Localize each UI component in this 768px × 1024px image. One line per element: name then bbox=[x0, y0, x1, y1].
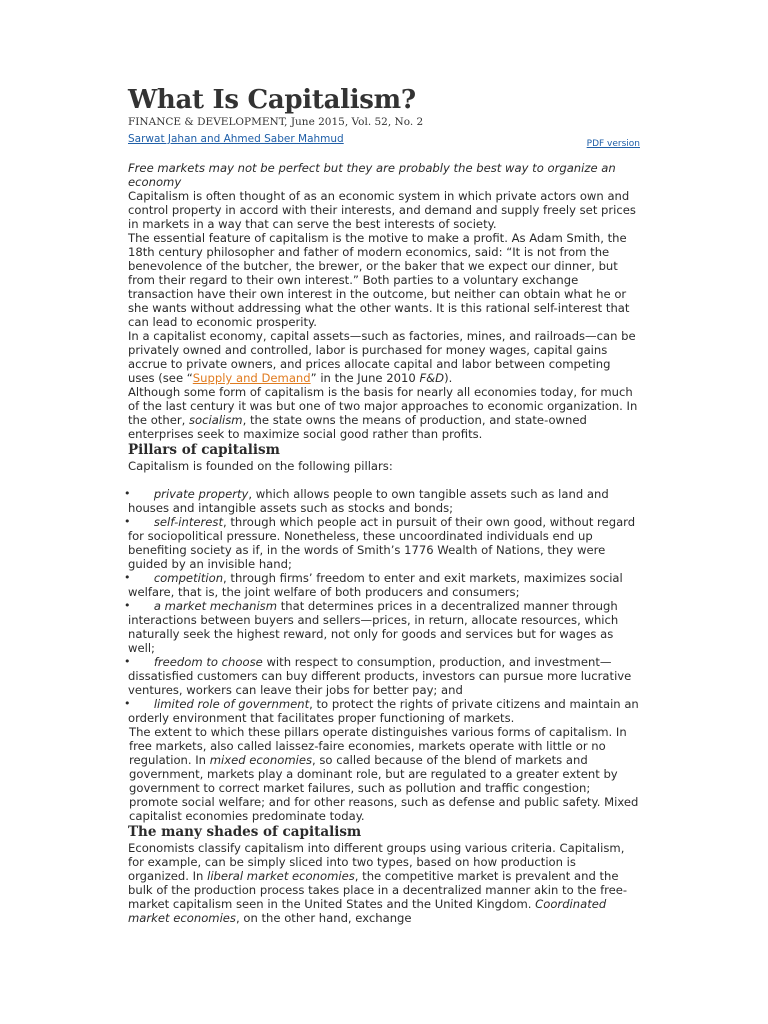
pillar-description: , which allows people to own tangible assets such as land and houses and intangible assets such as stocks and bonds; bbox=[128, 487, 609, 515]
paragraph-intro: Capitalism is often thought of as an economic system in which private actors own and control property in accord with their interests, and demand and supply freely set prices in markets in a way that can serve the best interests of society. bbox=[128, 189, 636, 231]
article bbox=[124, 84, 640, 925]
article-title: What Is Capitalism? bbox=[128, 85, 416, 115]
pillars-intro: Capitalism is founded on the following pillars: bbox=[128, 459, 393, 473]
pillar-term: private property bbox=[153, 487, 249, 501]
paragraph-classify: Economists classify capitalism into different groups using various criteria. Capitalism, for example, can be simply sliced into two types, based on how production is organized. In liberal market economies, the competitive market is prevalent and the bulk of the production process takes place in a decentralized manner akin to the free-market capitalism seen in the United States and the United Kingdom. Coordinated market economies, on the other hand, exchange bbox=[128, 841, 628, 925]
pdf-version-link[interactable]: PDF version bbox=[586, 139, 640, 149]
pillar-term: freedom to choose bbox=[153, 655, 263, 669]
pillar-term: a market mechanism bbox=[153, 599, 278, 613]
paragraph-capital-assets: In a capitalist economy, capital assets—such as factories, mines, and railroads—can be privately owned and controlled, labor is purchased for money wages, capital gains accrue to private owners, and prices allocate capital and labor between competing uses (see “Supply and Demand” in the June 2010 F&D). bbox=[128, 329, 636, 385]
pillar-term: self-interest bbox=[153, 515, 224, 529]
authors-link[interactable]: Sarwat Jahan and Ahmed Saber Mahmud bbox=[128, 133, 344, 145]
pillar-item bbox=[124, 655, 640, 697]
pillar-item bbox=[124, 487, 640, 515]
pillar-item bbox=[124, 599, 640, 655]
pillar-description: , through firms’ freedom to enter and exit markets, maximizes social welfare, that is, the joint welfare of both producers and consumers; bbox=[128, 571, 623, 599]
heading-pillars: Pillars of capitalism bbox=[128, 442, 280, 458]
pillar-item bbox=[124, 697, 640, 725]
publication-line bbox=[128, 116, 640, 129]
bullet-icon: • bbox=[124, 655, 131, 668]
bullet-icon: • bbox=[124, 515, 131, 528]
pillars-list bbox=[124, 487, 640, 725]
publication-name: FINANCE & DEVELOPMENT bbox=[128, 116, 285, 128]
pillar-description: , to protect the rights of private citizens and maintain an orderly environment that facilitates proper functioning of markets. bbox=[128, 697, 639, 725]
pillar-description: that determines prices in a decentralized manner through interactions between buyers and sellers—prices, in return, allocate resources, which naturally seek the highest reward, not only for goods and services but for wages as well; bbox=[128, 599, 619, 655]
bullet-icon: • bbox=[124, 697, 131, 710]
paragraph-socialism: Although some form of capitalism is the basis for nearly all economies today, for much of the last century it was but one of two major approaches to economic organization. In the other, socialism, the state owns the means of production, and state-owned enterprises seek to maximize social good rather than profits. bbox=[128, 385, 638, 441]
pillar-description: with respect to consumption, production, and investment—dissatisfied customers can buy different products, investors can pursue more lucrative ventures, workers can leave their jobs for better pay; and bbox=[128, 655, 632, 697]
pillar-item bbox=[124, 515, 640, 571]
paragraph-profit-motive: The essential feature of capitalism is the motive to make a profit. As Adam Smith, the 18th century philosopher and father of modern economics, said: “It is not from the benevolence of the butcher, the brewer, or the baker that we expect our dinner, but from their regard to their own interest.” Both parties to a voluntary exchange transaction have their own interest in the outcome, but neither can obtain what he or she wants without addressing what the other wants. It is this rational self-interest that can lead to economic prosperity. bbox=[128, 231, 630, 329]
pillar-item bbox=[124, 571, 640, 599]
pillar-term: competition bbox=[153, 571, 224, 585]
issue-info: , June 2015, Vol. 52, No. 2 bbox=[284, 116, 424, 128]
paragraph-forms-of-capitalism: The extent to which these pillars operate distinguishes various forms of capitalism. In free markets, also called laissez-faire economies, markets operate with little or no regulation. In mixed economies, so called because of the blend of markets and government, markets play a dominant role, but are regulated to a greater extent by government to correct market failures, such as pollution and traffic congestion; promote social welfare; and for other reasons, such as defense and public safety. Mixed capitalist economies predominate today. bbox=[129, 725, 639, 823]
bullet-icon: • bbox=[124, 599, 131, 612]
bullet-icon: • bbox=[124, 571, 131, 584]
heading-many-shades: The many shades of capitalism bbox=[128, 824, 362, 840]
bullet-icon: • bbox=[124, 487, 131, 500]
supply-and-demand-link[interactable]: Supply and Demand bbox=[192, 371, 311, 385]
pillar-term: limited role of government bbox=[153, 697, 310, 711]
pillar-description: , through which people act in pursuit of their own good, without regard for sociopolitical pressure. Nonetheless, these uncoordinated individuals end up benefiting society as if, in the words of Smith’s 1776 Wealth of Nations, they were guided by an invisible hand; bbox=[128, 515, 636, 571]
article-dek: Free markets may not be perfect but they are probably the best way to organize an economy bbox=[128, 161, 616, 189]
